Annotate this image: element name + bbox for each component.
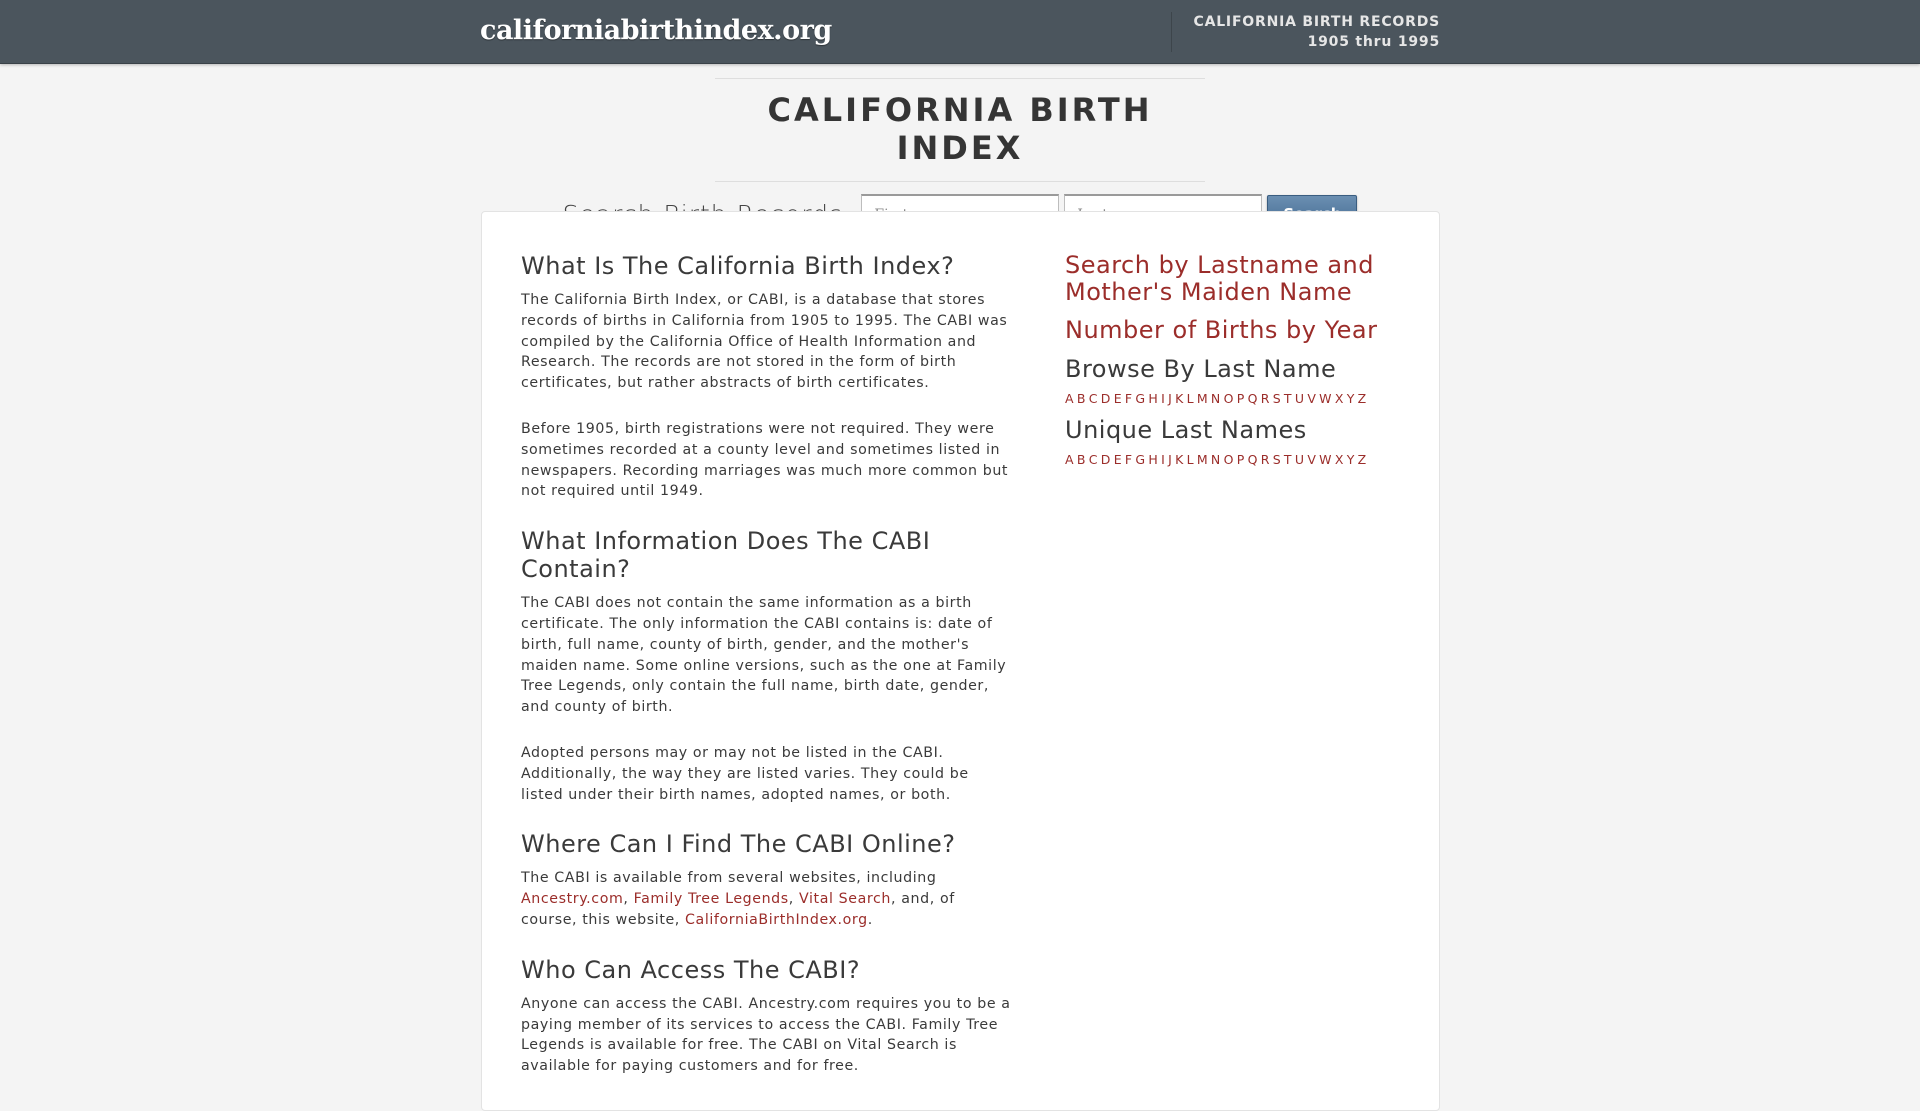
unique-letter-r[interactable]: R [1260,452,1270,467]
browse-letter-n[interactable]: N [1210,391,1221,406]
browse-letter-u[interactable]: U [1294,391,1305,406]
search-maiden-name-link[interactable]: Search by Lastname and Mother's Maiden Name [1065,251,1374,306]
section-paragraph: The California Birth Index, or CABI, is a database that stores records of births in California from 1905 to 1995. The CABI was compiled by the California Office of Health Information and Research. The records are not stored in the form of birth certificates, but rather abstracts of birth certificates. [521,292,1008,392]
browse-letter-v[interactable]: V [1307,391,1316,406]
unique-letter-s[interactable]: S [1272,452,1281,467]
unique-letter-a[interactable]: A [1065,452,1074,467]
where-text-middle: , and, of course, this website, [521,891,955,928]
browse-letter-q[interactable]: Q [1247,391,1258,406]
tagline-line2: 1905 thru 1995 [1307,34,1440,50]
unique-letter-t[interactable]: T [1283,452,1292,467]
vital-search-link[interactable]: Vital Search [799,891,892,908]
browse-letter-e[interactable]: E [1113,391,1122,406]
unique-letter-y[interactable]: Y [1346,452,1355,467]
browse-letter-g[interactable]: G [1135,391,1146,406]
unique-letter-q[interactable]: Q [1247,452,1258,467]
unique-letter-d[interactable]: D [1100,452,1111,467]
section-heading-who: Who Can Access The CABI? [521,955,861,984]
page-title: CALIFORNIA BIRTH INDEX [767,91,1153,167]
section-paragraph-where [521,868,1013,930]
births-by-year-link[interactable]: Number of Births by Year [1065,316,1378,344]
where-text-after: . [867,911,873,928]
top-bar [0,0,1920,64]
browse-by-last-name-heading: Browse By Last Name [1065,355,1337,383]
browse-letter-p[interactable]: P [1236,391,1245,406]
browse-letter-k[interactable]: K [1175,391,1184,406]
family-tree-legends-link[interactable]: Family Tree Legends [633,891,789,908]
browse-letter-a[interactable]: A [1065,391,1074,406]
unique-letter-j[interactable]: J [1168,452,1172,467]
browse-letter-b[interactable]: B [1076,391,1086,406]
unique-letter-g[interactable]: G [1135,452,1146,467]
unique-letter-w[interactable]: W [1319,452,1332,467]
site-logo-link[interactable]: californiabirthindex.org [480,15,832,46]
browse-letter-m[interactable]: M [1196,391,1208,406]
section-heading-where: Where Can I Find The CABI Online? [521,830,956,859]
browse-letter-r[interactable]: R [1260,391,1270,406]
unique-letter-k[interactable]: K [1175,452,1184,467]
browse-letter-o[interactable]: O [1223,391,1234,406]
unique-letter-p[interactable]: P [1236,452,1245,467]
where-text-before: The CABI is available from several websites, including [521,870,937,887]
section-paragraph: Before 1905, birth registrations were not required. They were sometimes recorded at a county level and sometimes listed in newspapers. Recording marriages was much more common but not required until 1949. [521,420,1009,500]
browse-letter-w[interactable]: W [1319,391,1332,406]
section-heading-what-info: What Information Does The CABI Contain? [521,527,931,584]
unique-letter-h[interactable]: H [1148,452,1158,467]
browse-letter-d[interactable]: D [1100,391,1111,406]
unique-letter-o[interactable]: O [1223,452,1234,467]
section-paragraph: The CABI does not contain the same information as a birth certificate. The only information the CABI contains is: date of birth, full name, county of birth, gender, and the mother's maiden name. Some online versions, such as the one at Family Tree Legends, only contain the full name, birth date, gender, and county of birth. [521,595,1007,716]
section-paragraph: Anyone can access the CABI. Ancestry.com requires you to be a paying member of its services to access the CABI. Family Tree Legends is available for free. The CABI on Vital Search is available for paying customers and for free. [521,995,1011,1075]
page-title-wrap [715,78,1205,182]
browse-letter-t[interactable]: T [1283,391,1292,406]
unique-letter-m[interactable]: M [1196,452,1208,467]
unique-letter-x[interactable]: X [1334,452,1344,467]
browse-letter-j[interactable]: J [1168,391,1172,406]
unique-letter-e[interactable]: E [1113,452,1122,467]
unique-letter-l[interactable]: L [1186,452,1194,467]
californiabirthindex-link[interactable]: CaliforniaBirthIndex.org [685,911,868,928]
main-column [521,252,1013,1102]
section-paragraph: Adopted persons may or may not be listed in the CABI. Additionally, the way they are listed varies. They could be listed under their birth names, adopted names, or both. [521,744,969,803]
unique-letter-u[interactable]: U [1294,452,1305,467]
unique-letter-v[interactable]: V [1307,452,1316,467]
browse-letter-s[interactable]: S [1272,391,1281,406]
browse-letter-x[interactable]: X [1334,391,1344,406]
separator: , [623,891,634,908]
unique-last-names-heading: Unique Last Names [1065,416,1307,444]
browse-letter-i[interactable]: I [1161,391,1165,406]
content-card [481,211,1440,1111]
separator: , [788,891,800,908]
browse-alphabet [1065,391,1405,406]
browse-letter-c[interactable]: C [1088,391,1098,406]
unique-letter-z[interactable]: Z [1357,452,1367,467]
browse-letter-z[interactable]: Z [1357,391,1367,406]
unique-letter-i[interactable]: I [1161,452,1165,467]
browse-letter-f[interactable]: F [1124,391,1133,406]
unique-letter-f[interactable]: F [1124,452,1133,467]
ancestry-link[interactable]: Ancestry.com [521,891,624,908]
section-heading-what-is: What Is The California Birth Index? [521,252,955,280]
site-tagline [1171,12,1441,52]
unique-alphabet [1065,452,1405,467]
unique-letter-c[interactable]: C [1088,452,1098,467]
sidebar [1065,252,1405,477]
top-bar-inner [480,0,1440,64]
browse-letter-h[interactable]: H [1148,391,1158,406]
browse-letter-y[interactable]: Y [1346,391,1355,406]
tagline-line1: CALIFORNIA BIRTH RECORDS [1193,14,1440,30]
unique-letter-b[interactable]: B [1076,452,1086,467]
browse-letter-l[interactable]: L [1186,391,1194,406]
unique-letter-n[interactable]: N [1210,452,1221,467]
